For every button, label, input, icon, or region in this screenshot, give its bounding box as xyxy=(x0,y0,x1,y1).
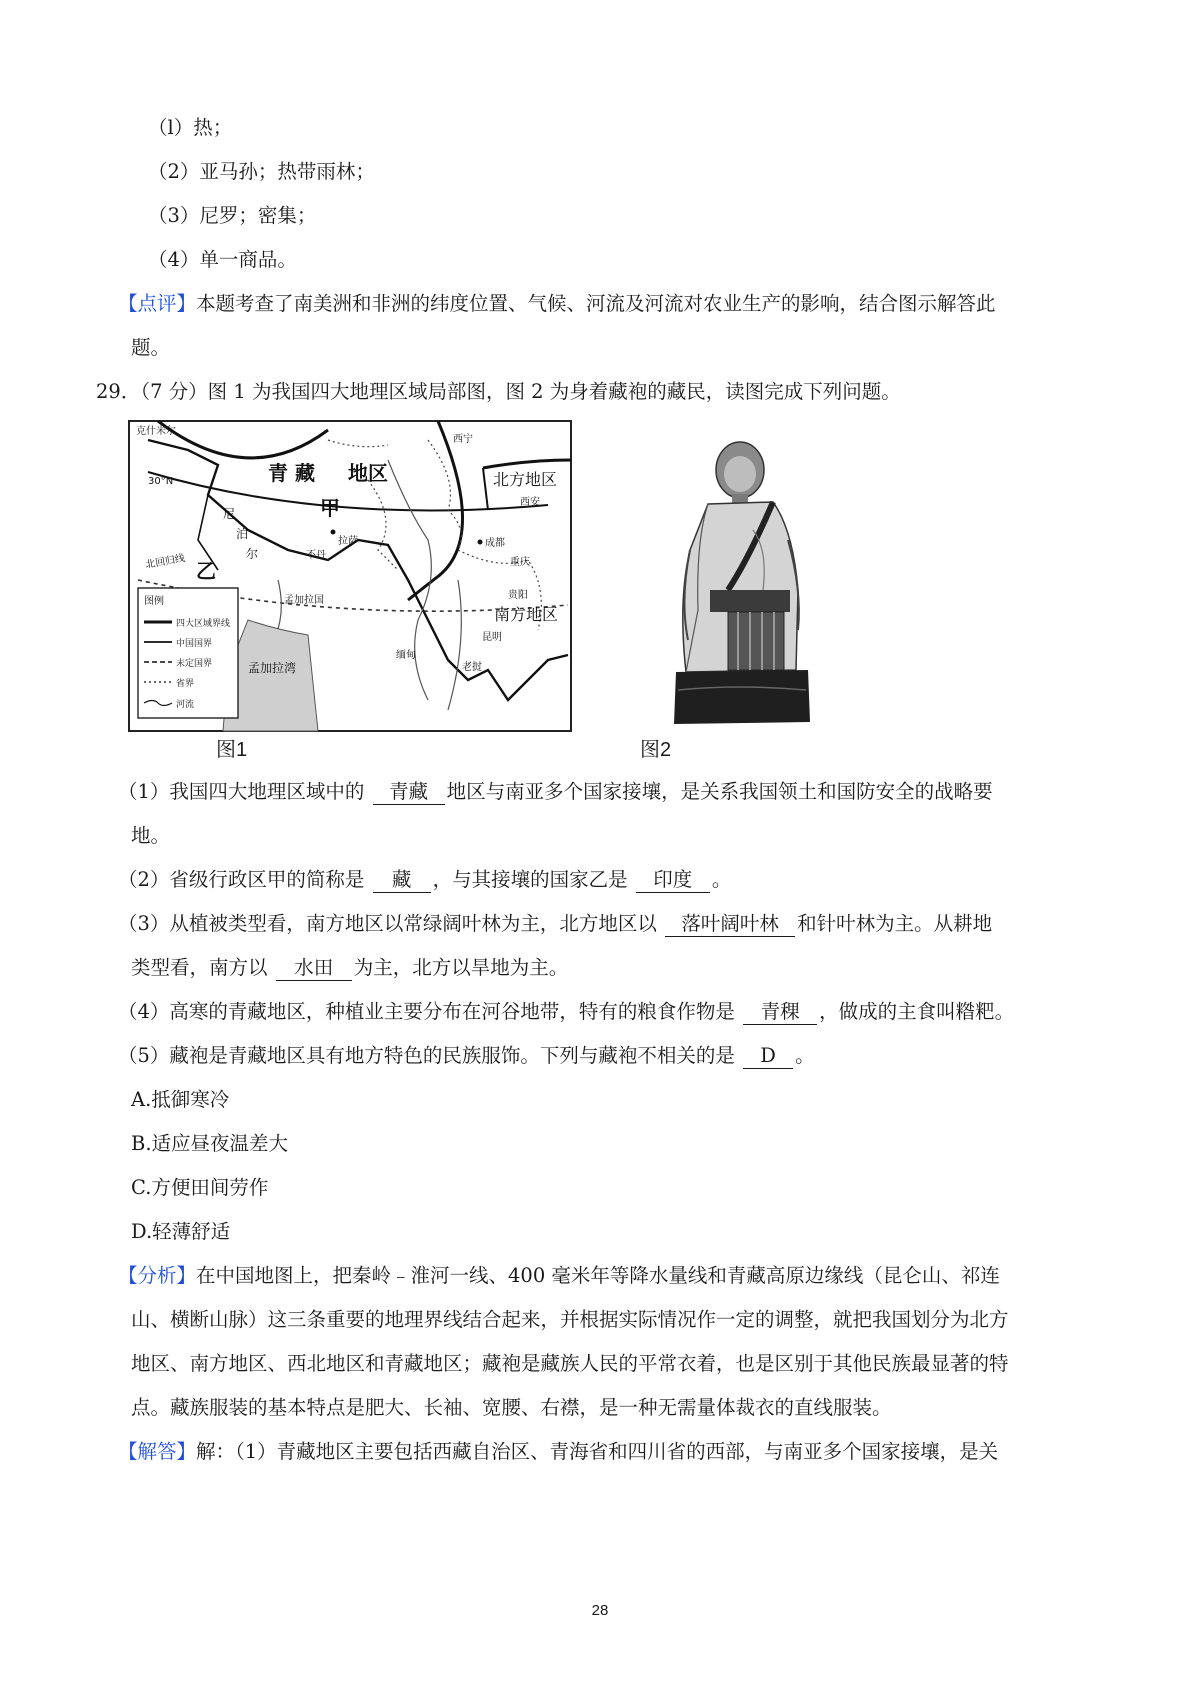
prev-answer-3: （3）尼罗；密集； xyxy=(148,204,317,227)
prev-answer-1: （l）热； xyxy=(148,116,233,139)
map-label-qingzang: 青 藏 xyxy=(268,461,315,485)
map-label-kashmir: 克什米尔 xyxy=(136,426,176,437)
map-label-lasa: 拉萨 xyxy=(338,536,358,547)
map-label-nanfang: 南方地区 xyxy=(494,605,559,624)
q3-text-post: 为主，北方以旱地为主。 xyxy=(353,956,569,979)
map-label-kunming: 昆明 xyxy=(482,632,502,643)
comment-line-2: 题。 xyxy=(131,336,171,359)
q3-text: （3）从植被类型看，南方地区以常绿阔叶林为主，北方地区以 xyxy=(118,912,664,935)
analysis-text-1: 在中国地图上，把秦岭﹣淮河一线、400 毫米年等降水量线和青藏高原边缘线（昆仑山、祁连 xyxy=(196,1264,1000,1287)
q1-line-1 xyxy=(118,778,993,806)
q2-text: （2）省级行政区甲的简称是 xyxy=(118,868,371,891)
map-label-chongqing: 重庆 xyxy=(510,557,530,568)
analysis-label: 【分析】 xyxy=(118,1264,197,1287)
q4-answer: 青稞 xyxy=(743,1000,817,1025)
figure-1-map xyxy=(128,420,572,736)
q2-answer-2: 印度 xyxy=(636,868,710,893)
answer-line-1 xyxy=(118,1438,998,1466)
q3-line-2 xyxy=(131,954,568,982)
q5-answer: D xyxy=(743,1044,793,1069)
map-label-laowo: 老挝 xyxy=(462,662,482,673)
map-label-miandian: 缅甸 xyxy=(396,650,416,661)
q4-text: （4）高寒的青藏地区，种植业主要分布在河谷地带，特有的粮食作物是 xyxy=(118,1000,742,1023)
analysis-line-4: 点。藏族服装的基本特点是肥大、长袖、宽腰、右襟，是一种无需量体裁衣的直线服装。 xyxy=(131,1396,892,1419)
q1-text-post: 地区与南亚多个国家接壤，是关系我国领土和国防安全的战略要 xyxy=(446,780,993,803)
map-label-beifang: 北方地区 xyxy=(493,470,558,489)
prev-answer-2: （2）亚马孙；热带雨林； xyxy=(148,160,375,183)
comment-text: 本题考查了南美洲和非洲的纬度位置、气候、河流及河流对农业生产的影响，结合图示解答此 xyxy=(196,292,996,315)
page-number: 28 xyxy=(591,1602,609,1619)
map-label-mengjiala: 孟加拉国 xyxy=(284,595,324,606)
q4-text-post: ，做成的主食叫糌粑。 xyxy=(819,1000,1015,1023)
map-label-tropic: 北回归线 xyxy=(144,553,186,571)
q2-answer-1: 藏 xyxy=(373,868,431,893)
figure-1-caption: 图1 xyxy=(216,739,248,761)
q5-text: （5）藏袍是青藏地区具有地方特色的民族服饰。下列与藏袍不相关的是 xyxy=(118,1044,742,1067)
map-label-bay: 孟加拉湾 xyxy=(248,661,297,675)
map-label-guiyang: 贵阳 xyxy=(508,590,528,601)
option-c: C.方便田间劳作 xyxy=(131,1176,269,1199)
map-label-budan: 不丹 xyxy=(306,550,326,561)
legend-item-river: 河流 xyxy=(176,700,195,710)
legend-item-border: 中国国界 xyxy=(176,639,213,649)
map-label-bo: 泊 xyxy=(236,527,249,541)
q3-text-cont: 类型看，南方以 xyxy=(131,956,274,979)
map-label-jia: 甲 xyxy=(320,496,340,520)
comment-label: 【点评】 xyxy=(118,292,197,315)
figure-2-caption: 图2 xyxy=(640,739,672,761)
analysis-line-3: 地区、南方地区、西北地区和青藏地区；藏袍是藏族人民的平常衣着，也是区别于其他民族最显著的特 xyxy=(131,1352,1009,1375)
option-b: B.适应昼夜温差大 xyxy=(131,1132,289,1155)
q2-text-post: 。 xyxy=(711,868,732,891)
map-label-chengdu: 成都 xyxy=(485,538,505,549)
map-label-er: 尔 xyxy=(246,547,259,561)
q1-line-2: 地。 xyxy=(131,824,171,847)
option-d: D.轻薄舒适 xyxy=(131,1220,231,1243)
answer-label: 【解答】 xyxy=(118,1440,197,1463)
map-label-xining: 西宁 xyxy=(453,434,473,445)
q3-text-mid: 和针叶林为主。从耕地 xyxy=(797,912,993,935)
q1-text: （1）我国四大地理区域中的 xyxy=(118,780,371,803)
q2-line xyxy=(118,866,731,894)
map-label-xian: 西安 xyxy=(520,497,540,508)
q3-answer-2: 水田 xyxy=(276,956,352,981)
option-a: A.抵御寒冷 xyxy=(131,1088,230,1111)
analysis-line-1 xyxy=(118,1262,1000,1290)
q5-line xyxy=(118,1042,815,1070)
question-header: 29．（7 分）图 1 为我国四大地理区域局部图，图 2 为身着藏袍的藏民，读图完成下列问题。 xyxy=(96,380,901,403)
map-label-ni: 尼 xyxy=(223,507,236,521)
prev-answer-4: （4）单一商品。 xyxy=(148,248,297,271)
answer-text: 解：（1）青藏地区主要包括西藏自治区、青海省和四川省的西部，与南亚多个国家接壤，是关 xyxy=(196,1440,999,1463)
q1-answer: 青藏 xyxy=(373,780,445,805)
q3-line-1 xyxy=(118,910,992,938)
legend-item-region: 四大区域界线 xyxy=(176,619,231,629)
map-label-diqu: 地区 xyxy=(348,461,388,485)
map-label-lat30: 30°N xyxy=(148,476,174,487)
legend-title: 图例 xyxy=(144,596,164,607)
legend-item-province: 省界 xyxy=(176,679,195,689)
legend-item-undetermined: 未定国界 xyxy=(176,659,213,669)
map-label-yi: 乙 xyxy=(196,559,216,583)
figure-2-photo xyxy=(668,440,818,736)
analysis-line-2: 山、横断山脉）这三条重要的地理界线结合起来，并根据实际情况作一定的调整，就把我国划分为北方 xyxy=(131,1308,1009,1331)
q3-answer-1: 落叶阔叶林 xyxy=(665,912,795,937)
q5-text-post: 。 xyxy=(795,1044,815,1067)
q2-text-mid: ，与其接壤的国家乙是 xyxy=(432,868,634,891)
comment-line-1 xyxy=(118,290,996,318)
q4-line xyxy=(118,998,1014,1026)
